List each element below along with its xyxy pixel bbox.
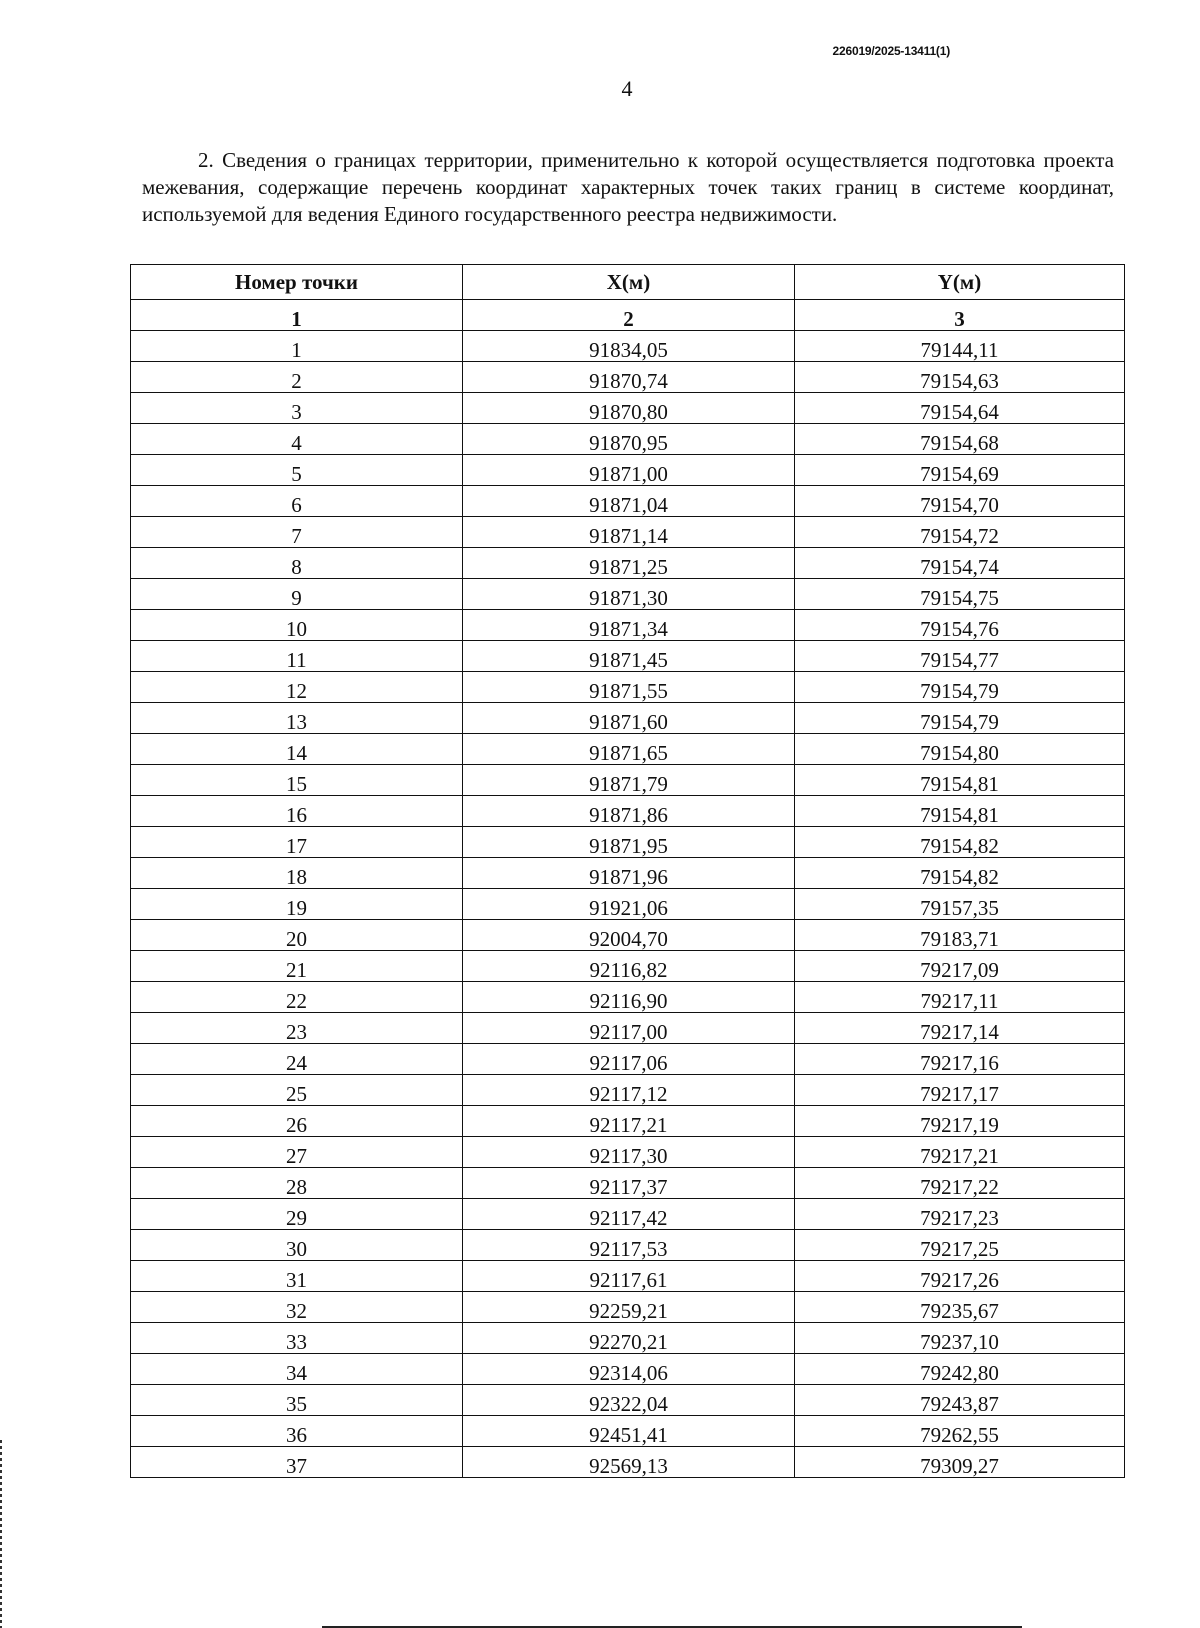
cell-x: 92004,70	[463, 920, 795, 951]
table-body	[131, 331, 1125, 1478]
cell-x: 92270,21	[463, 1323, 795, 1354]
cell-x: 91871,55	[463, 672, 795, 703]
cell-x: 91871,96	[463, 858, 795, 889]
table-row	[131, 765, 1125, 796]
cell-point-number: 3	[131, 393, 463, 424]
intro-paragraph: 2. Сведения о границах территории, применительно к которой осуществляется подготовка проекта межевания, содержащие перечень координат характерных точек таких границ в системе координат, используемой для ведения Единого государственного реестра недвижимости.	[142, 148, 1114, 226]
cell-y: 79154,68	[795, 424, 1125, 455]
table-row	[131, 486, 1125, 517]
cell-y: 79217,11	[795, 982, 1125, 1013]
cell-point-number: 2	[131, 362, 463, 393]
cell-point-number: 36	[131, 1416, 463, 1447]
table-header-row	[131, 265, 1125, 300]
cell-point-number: 27	[131, 1137, 463, 1168]
column-number: 2	[463, 300, 795, 331]
table-row	[131, 424, 1125, 455]
cell-point-number: 29	[131, 1199, 463, 1230]
table-row	[131, 1385, 1125, 1416]
cell-y: 79154,75	[795, 579, 1125, 610]
cell-x: 91871,34	[463, 610, 795, 641]
table-row	[131, 920, 1125, 951]
cell-x: 92117,37	[463, 1168, 795, 1199]
table-row	[131, 827, 1125, 858]
cell-x: 91871,30	[463, 579, 795, 610]
table-row	[131, 889, 1125, 920]
cell-y: 79217,17	[795, 1075, 1125, 1106]
cell-y: 79309,27	[795, 1447, 1125, 1478]
cell-y: 79217,16	[795, 1044, 1125, 1075]
cell-x: 92117,30	[463, 1137, 795, 1168]
cell-x: 91870,74	[463, 362, 795, 393]
table-row	[131, 1044, 1125, 1075]
cell-point-number: 14	[131, 734, 463, 765]
table-row	[131, 951, 1125, 982]
table-row	[131, 1137, 1125, 1168]
cell-y: 79154,82	[795, 858, 1125, 889]
table-row	[131, 734, 1125, 765]
cell-y: 79217,23	[795, 1199, 1125, 1230]
cell-point-number: 13	[131, 703, 463, 734]
cell-y: 79154,72	[795, 517, 1125, 548]
cell-y: 79243,87	[795, 1385, 1125, 1416]
cell-point-number: 24	[131, 1044, 463, 1075]
cell-y: 79154,63	[795, 362, 1125, 393]
cell-x: 92117,21	[463, 1106, 795, 1137]
cell-y: 79154,70	[795, 486, 1125, 517]
column-header-y: Y(м)	[795, 265, 1125, 300]
cell-x: 91834,05	[463, 331, 795, 362]
cell-x: 91871,25	[463, 548, 795, 579]
cell-x: 91871,45	[463, 641, 795, 672]
cell-point-number: 33	[131, 1323, 463, 1354]
table-row	[131, 1013, 1125, 1044]
cell-point-number: 23	[131, 1013, 463, 1044]
cell-point-number: 18	[131, 858, 463, 889]
cell-x: 92314,06	[463, 1354, 795, 1385]
cell-x: 91921,06	[463, 889, 795, 920]
cell-x: 91871,14	[463, 517, 795, 548]
cell-point-number: 25	[131, 1075, 463, 1106]
table-row	[131, 362, 1125, 393]
cell-x: 91871,00	[463, 455, 795, 486]
cell-y: 79242,80	[795, 1354, 1125, 1385]
cell-point-number: 9	[131, 579, 463, 610]
cell-x: 92451,41	[463, 1416, 795, 1447]
cell-y: 79154,80	[795, 734, 1125, 765]
cell-y: 79217,19	[795, 1106, 1125, 1137]
cell-x: 92117,42	[463, 1199, 795, 1230]
table-row	[131, 579, 1125, 610]
table-row	[131, 641, 1125, 672]
table-row	[131, 1106, 1125, 1137]
document-id: 226019/2025-13411(1)	[832, 44, 950, 58]
cell-point-number: 37	[131, 1447, 463, 1478]
cell-x: 92117,12	[463, 1075, 795, 1106]
cell-y: 79157,35	[795, 889, 1125, 920]
table-row	[131, 1261, 1125, 1292]
column-number-row	[131, 300, 1125, 331]
cell-point-number: 16	[131, 796, 463, 827]
cell-point-number: 10	[131, 610, 463, 641]
cell-y: 79154,79	[795, 703, 1125, 734]
cell-y: 79237,10	[795, 1323, 1125, 1354]
cell-x: 92117,00	[463, 1013, 795, 1044]
cell-y: 79154,74	[795, 548, 1125, 579]
cell-x: 91871,04	[463, 486, 795, 517]
cell-point-number: 20	[131, 920, 463, 951]
cell-point-number: 17	[131, 827, 463, 858]
table-row	[131, 672, 1125, 703]
table-row	[131, 1354, 1125, 1385]
table-row	[131, 796, 1125, 827]
cell-x: 92117,53	[463, 1230, 795, 1261]
cell-y: 79154,69	[795, 455, 1125, 486]
cell-y: 79154,81	[795, 765, 1125, 796]
table-row	[131, 455, 1125, 486]
cell-point-number: 28	[131, 1168, 463, 1199]
cell-point-number: 15	[131, 765, 463, 796]
column-header-x: X(м)	[463, 265, 795, 300]
cell-y: 79217,14	[795, 1013, 1125, 1044]
cell-y: 79217,21	[795, 1137, 1125, 1168]
table-row	[131, 548, 1125, 579]
cell-point-number: 32	[131, 1292, 463, 1323]
table-row	[131, 393, 1125, 424]
cell-y: 79144,11	[795, 331, 1125, 362]
cell-x: 92116,82	[463, 951, 795, 982]
cell-x: 91871,65	[463, 734, 795, 765]
cell-y: 79154,77	[795, 641, 1125, 672]
cell-y: 79217,25	[795, 1230, 1125, 1261]
table-row	[131, 331, 1125, 362]
cell-y: 79154,79	[795, 672, 1125, 703]
table-row	[131, 1075, 1125, 1106]
cell-point-number: 4	[131, 424, 463, 455]
cell-y: 79262,55	[795, 1416, 1125, 1447]
cell-x: 91871,95	[463, 827, 795, 858]
table-row	[131, 1447, 1125, 1478]
cell-x: 92117,06	[463, 1044, 795, 1075]
table-row	[131, 858, 1125, 889]
column-header-point-number: Номер точки	[131, 265, 463, 300]
table-row	[131, 517, 1125, 548]
table-row	[131, 982, 1125, 1013]
cell-point-number: 34	[131, 1354, 463, 1385]
cell-y: 79154,82	[795, 827, 1125, 858]
table-row	[131, 1230, 1125, 1261]
table-row	[131, 610, 1125, 641]
cell-point-number: 31	[131, 1261, 463, 1292]
cell-x: 92116,90	[463, 982, 795, 1013]
cell-point-number: 35	[131, 1385, 463, 1416]
cell-x: 92569,13	[463, 1447, 795, 1478]
cell-point-number: 21	[131, 951, 463, 982]
scan-edge-mark	[0, 1440, 2, 1628]
cell-x: 92117,61	[463, 1261, 795, 1292]
cell-x: 91870,80	[463, 393, 795, 424]
cell-y: 79183,71	[795, 920, 1125, 951]
cell-point-number: 7	[131, 517, 463, 548]
cell-x: 91871,79	[463, 765, 795, 796]
cell-x: 92322,04	[463, 1385, 795, 1416]
cell-point-number: 5	[131, 455, 463, 486]
cell-point-number: 19	[131, 889, 463, 920]
cell-y: 79154,76	[795, 610, 1125, 641]
cell-x: 92259,21	[463, 1292, 795, 1323]
column-number: 1	[131, 300, 463, 331]
cell-point-number: 11	[131, 641, 463, 672]
cell-point-number: 30	[131, 1230, 463, 1261]
coordinates-table	[130, 264, 1125, 1478]
cell-point-number: 22	[131, 982, 463, 1013]
cell-point-number: 12	[131, 672, 463, 703]
cell-x: 91871,60	[463, 703, 795, 734]
cell-point-number: 1	[131, 331, 463, 362]
table-row	[131, 1292, 1125, 1323]
column-number: 3	[795, 300, 1125, 331]
cell-y: 79217,26	[795, 1261, 1125, 1292]
cell-point-number: 8	[131, 548, 463, 579]
cell-x: 91870,95	[463, 424, 795, 455]
cell-y: 79154,81	[795, 796, 1125, 827]
cell-y: 79217,09	[795, 951, 1125, 982]
table-row	[131, 703, 1125, 734]
cell-y: 79235,67	[795, 1292, 1125, 1323]
cell-y: 79217,22	[795, 1168, 1125, 1199]
cell-y: 79154,64	[795, 393, 1125, 424]
table-row	[131, 1416, 1125, 1447]
cell-x: 91871,86	[463, 796, 795, 827]
cell-point-number: 26	[131, 1106, 463, 1137]
table-row	[131, 1168, 1125, 1199]
table-row	[131, 1199, 1125, 1230]
cell-point-number: 6	[131, 486, 463, 517]
table-row	[131, 1323, 1125, 1354]
page-number: 4	[621, 76, 633, 101]
